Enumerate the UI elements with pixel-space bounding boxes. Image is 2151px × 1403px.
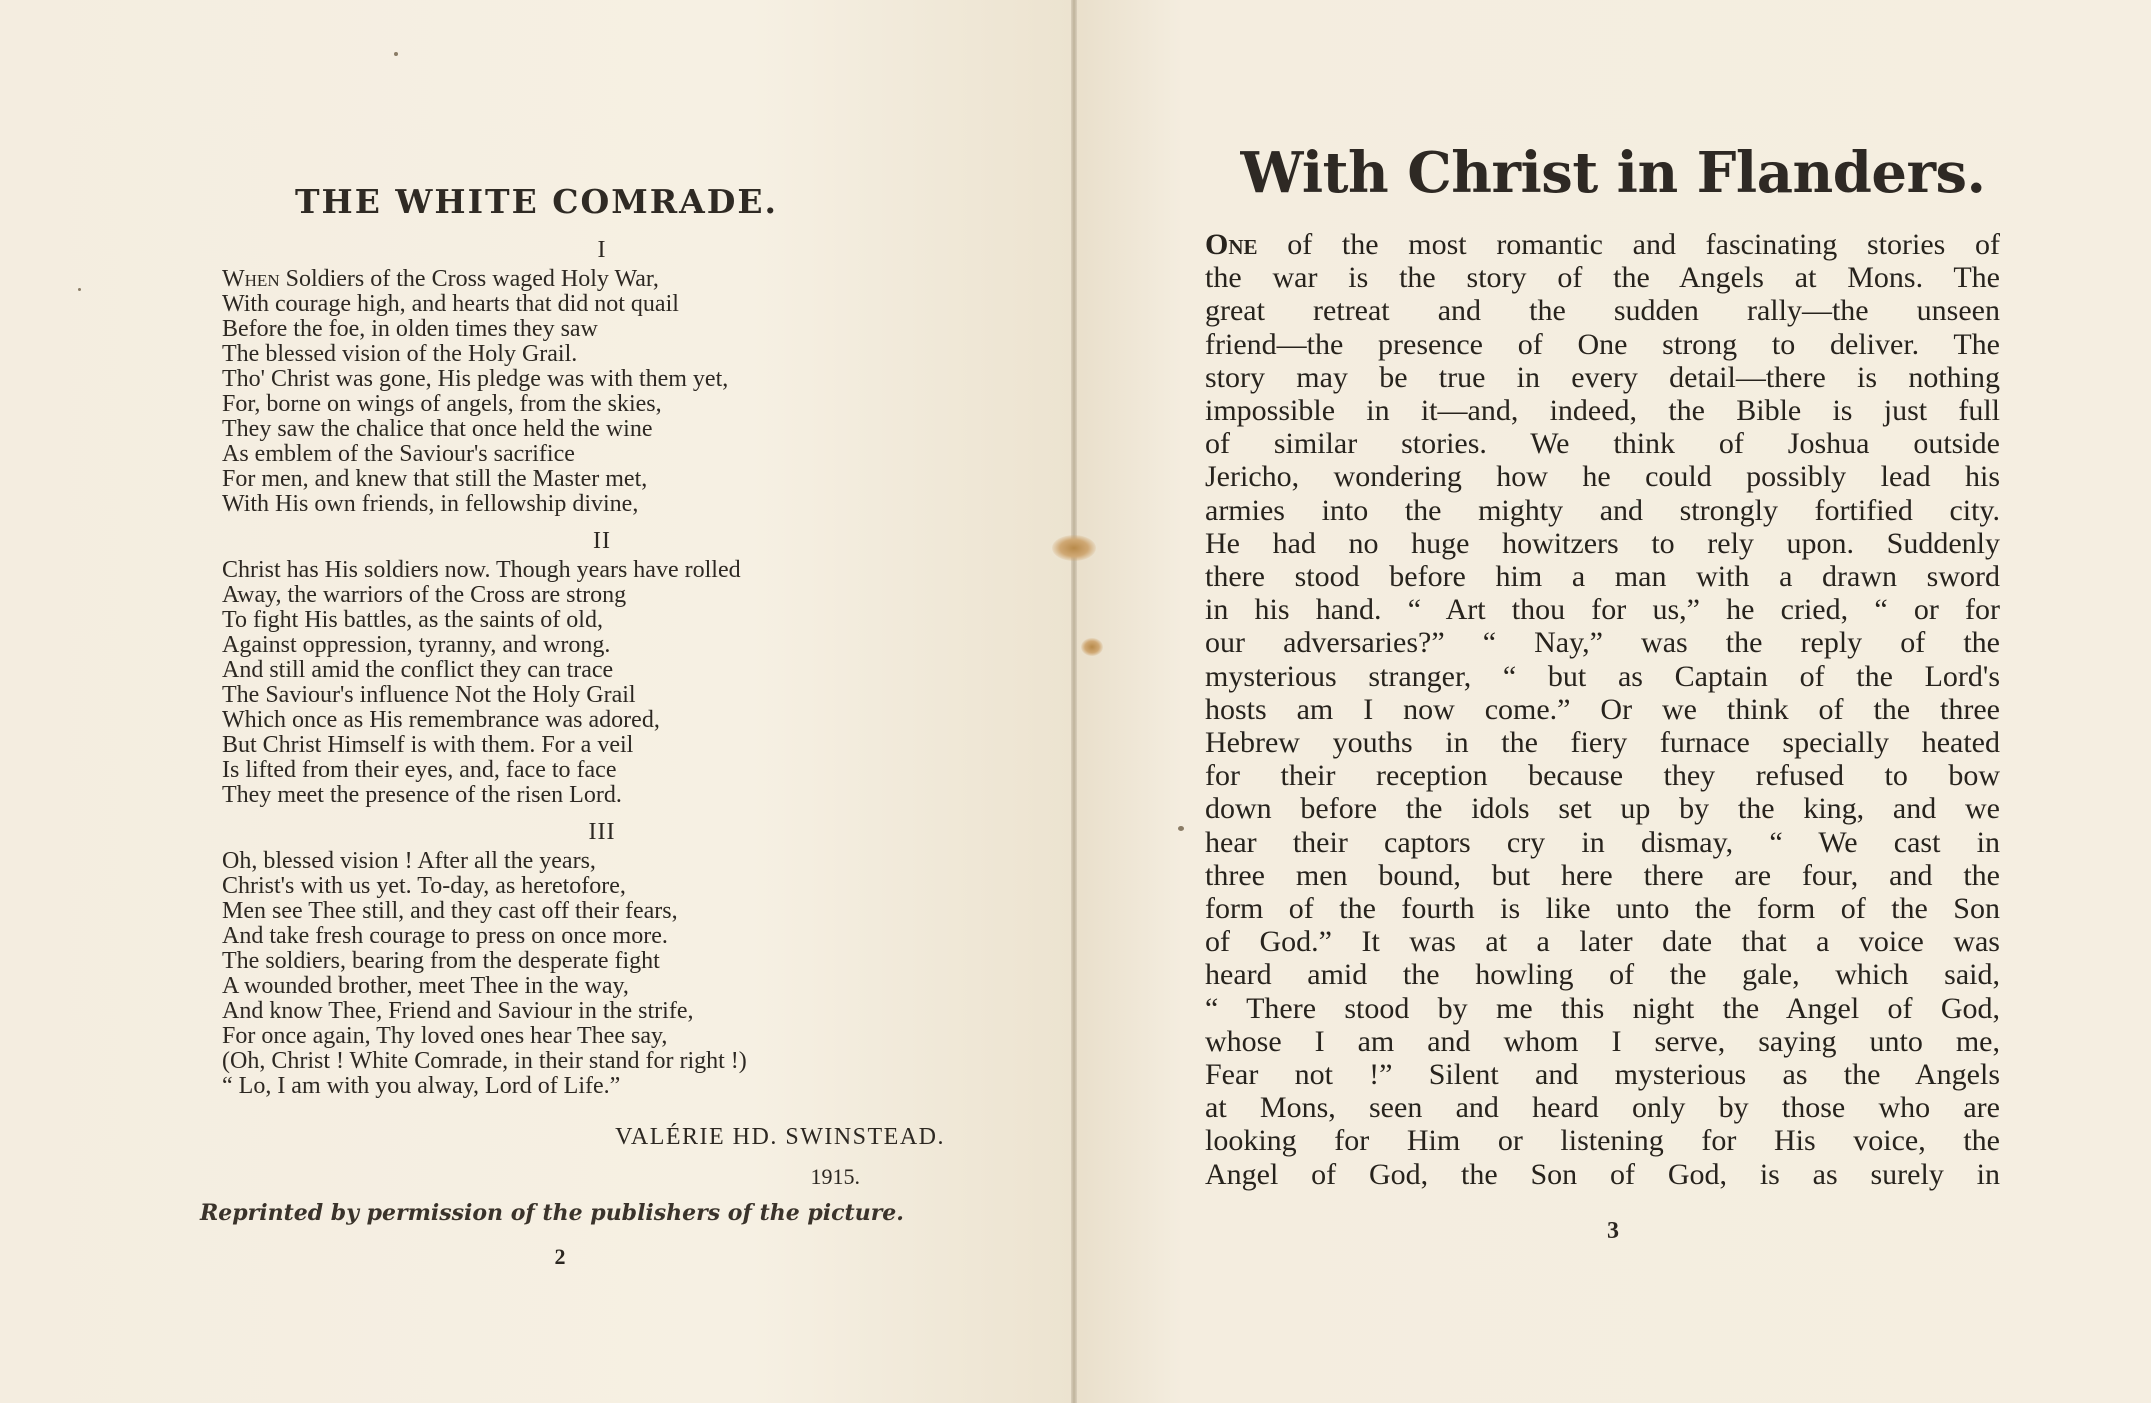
page-number-left: 2 [554, 1244, 566, 1269]
article-line: our adversaries?” “ Nay,” was the reply of the [1205, 626, 2000, 660]
poem-line: And still amid the conflict they can trace [222, 657, 614, 683]
article-line: the war is the story of the Angels at Mons. The [1205, 261, 2000, 295]
drop-word: One [1205, 228, 1258, 261]
article-line: impossible in it—and, indeed, the Bible is just full [1205, 394, 2000, 428]
poem-line: For once again, Thy loved ones hear Thee say, [222, 1023, 668, 1049]
poem-line: Away, the warriors of the Cross are strong [222, 582, 627, 608]
page-number-right: 3 [1607, 1218, 1619, 1244]
article-line: down before the idols set up by the king, and we [1205, 792, 2000, 826]
poem-line: They saw the chalice that once held the wine [222, 416, 653, 442]
poem-line: (Oh, Christ ! White Comrade, in their stand for right !) [222, 1048, 747, 1074]
article-line: looking for Him or listening for His voice, the [1205, 1124, 2000, 1158]
article-line: of God.” It was at a later date that a voice was [1205, 925, 2000, 959]
staple-mark [1052, 535, 1096, 561]
poem-line: But Christ Himself is with them. For a veil [222, 732, 634, 758]
article-line: whose I am and whom I serve, saying unto me, [1205, 1024, 2000, 1058]
poem-line: To fight His battles, as the saints of old, [222, 607, 603, 633]
poem-line: As emblem of the Saviour's sacrifice [222, 441, 575, 467]
poem-year: 1915. [810, 1164, 860, 1189]
stanza-number: I [597, 237, 607, 263]
poem-line: Which once as His remembrance was adored, [222, 707, 660, 733]
stanza-number: III [588, 819, 616, 845]
article-line: hosts am I now come.” Or we think of the three [1205, 692, 2000, 726]
article-line: Jericho, wondering how he could possibly lead his [1205, 460, 2000, 494]
stanza-3 [222, 820, 982, 1099]
poem-line: Christ has His soldiers now. Though years have rolled [222, 557, 741, 583]
poem-line: With courage high, and hearts that did not quail [222, 291, 679, 317]
poem-line: When Soldiers of the Cross waged Holy War, [222, 266, 659, 292]
poem-line: Before the foe, in olden times they saw [222, 316, 598, 342]
drop-word: When [222, 266, 280, 292]
poem-line: The blessed vision of the Holy Grail. [222, 341, 578, 367]
stanza-1 [222, 238, 982, 517]
article-line: Hebrew youths in the fiery furnace specially heated [1205, 726, 2000, 760]
paper-speck [1178, 826, 1184, 831]
article-line: armies into the mighty and strongly fortified city. [1205, 493, 2000, 527]
poem-line: A wounded brother, meet Thee in the way, [222, 973, 629, 999]
article-line: great retreat and the sudden rally—the unseen [1205, 294, 2000, 328]
article-line: heard amid the howling of the gale, which said, [1205, 958, 2000, 992]
article-line: Fear not !” Silent and mysterious as the Angels [1205, 1058, 2000, 1092]
article-line: there stood before him a man with a drawn sword [1205, 560, 2000, 594]
poem-line: For, borne on wings of angels, from the skies, [222, 391, 662, 417]
article-line: at Mons, seen and heard only by those who are [1205, 1091, 2000, 1125]
staple-mark [1081, 638, 1103, 656]
article-body [1205, 228, 2000, 1191]
article-line: Angel of God, the Son of God, is as surely in [1205, 1157, 2000, 1191]
poem-line: With His own friends, in fellowship divine, [222, 491, 639, 517]
poem-line: “ Lo, I am with you alway, Lord of Life.” [222, 1073, 621, 1099]
reprint-note: Reprinted by permission of the publishers of the picture. [200, 1200, 904, 1226]
article-title: With Christ in Flanders. [1240, 140, 1986, 206]
poem-line: And take fresh courage to press on once more. [222, 923, 668, 949]
article-line: of similar stories. We think of Joshua outside [1205, 427, 2000, 461]
article-line: three men bound, but here there are four, and the [1205, 858, 2000, 892]
stanza-number: II [593, 528, 611, 554]
poem-line: Against oppression, tyranny, and wrong. [222, 632, 611, 658]
poem-line: Is lifted from their eyes, and, face to face [222, 757, 617, 783]
poem-line: They meet the presence of the risen Lord. [222, 782, 622, 808]
poem-line: For men, and knew that still the Master met, [222, 466, 648, 492]
poem-line: And know Thee, Friend and Saviour in the strife, [222, 998, 694, 1024]
poem-line: The Saviour's influence Not the Holy Grail [222, 682, 636, 708]
poem-line: The soldiers, bearing from the desperate fight [222, 948, 660, 974]
article-line: in his hand. “ Art thou for us,” he cried, “ or for [1205, 593, 2000, 627]
article-line: friend—the presence of One strong to deliver. The [1205, 327, 2000, 361]
article-line: mysterious stranger, “ but as Captain of the Lord's [1205, 659, 2000, 693]
article-line: story may be true in every detail—there is nothing [1205, 360, 2000, 394]
article-line: for their reception because they refused to bow [1205, 759, 2000, 793]
poem-title: THE WHITE COMRADE. [294, 182, 779, 221]
article-line: “ There stood by me this night the Angel of God, [1205, 991, 2000, 1025]
poem-line: Oh, blessed vision ! After all the years, [222, 848, 596, 874]
article-line: form of the fourth is like unto the form of the Son [1205, 892, 2000, 926]
stanza-2 [222, 529, 982, 808]
poem-line: Christ's with us yet. To-day, as heretofore, [222, 873, 626, 899]
poem-line: Tho' Christ was gone, His pledge was with them yet, [222, 366, 729, 392]
paper-speck [394, 52, 398, 56]
poem-author: VALÉRIE HD. SWINSTEAD. [615, 1124, 945, 1150]
paper-speck [78, 288, 81, 291]
article-line: He had no huge howitzers to rely upon. Suddenly [1205, 526, 2000, 560]
poem-line: Men see Thee still, and they cast off their fears, [222, 898, 678, 924]
article-line: One of the most romantic and fascinating stories of [1205, 228, 2000, 261]
article-line: hear their captors cry in dismay, “ We cast in [1205, 825, 2000, 859]
poem-body [222, 238, 982, 1111]
